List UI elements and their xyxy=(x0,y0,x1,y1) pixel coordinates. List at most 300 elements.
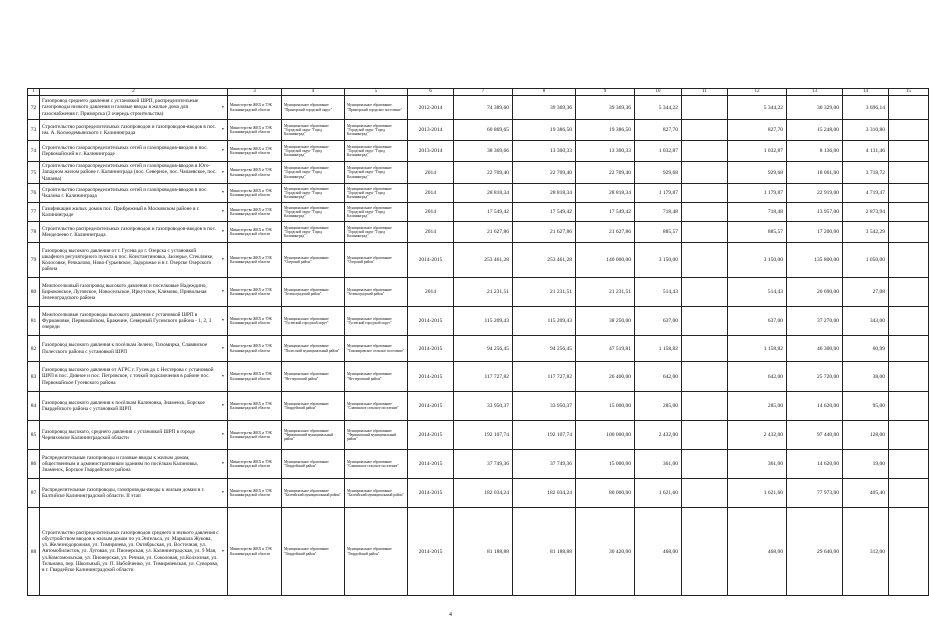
period-cell: 2014-2015 xyxy=(408,392,454,421)
funding-col15-cell xyxy=(889,421,929,450)
column-number-header-row xyxy=(28,89,929,96)
funding-col11-cell xyxy=(682,120,728,141)
settlement-cell: Муниципальное образование "Озерский район" xyxy=(345,243,408,278)
estimated-cost-cell: 94 256,45 xyxy=(454,336,513,362)
ministry-cell: Министерство ЖКХ и ТЭК Калининградской области xyxy=(228,479,282,508)
funding-col12-cell: 637,00 xyxy=(728,307,787,336)
estimated-cost-cell: 17 549,42 xyxy=(454,203,513,222)
federal-budget-cell: 97 440,00 xyxy=(787,421,843,450)
funding-2014-cell: 285,00 xyxy=(635,392,682,421)
table-row xyxy=(28,336,929,362)
regional-budget-cell: 312,00 xyxy=(843,508,889,596)
funding-col12-cell: 285,00 xyxy=(728,392,787,421)
row-number: 72 xyxy=(28,96,40,120)
funding-2014-cell: 1 179,87 xyxy=(635,184,682,203)
table-row xyxy=(28,421,929,450)
municipality-cell: Муниципальное образование "Балтийский муниципальный район" xyxy=(282,479,345,508)
table-row xyxy=(28,479,929,508)
estimated-cost-cell: 253 461,28 xyxy=(454,243,513,278)
funding-total-cell: 100 000,00 xyxy=(576,421,635,450)
municipality-cell: Муниципальное образование "Нестеровский район" xyxy=(282,362,345,392)
municipality-cell: Муниципальное образование "Озерский район" xyxy=(282,243,345,278)
funding-total-cell: 19 386,50 xyxy=(576,120,635,141)
funding-total-cell: 21 231,51 xyxy=(576,278,635,307)
row-number: 87 xyxy=(28,479,40,508)
column-header-12: 12 xyxy=(728,89,787,96)
federal-budget-cell: 8 136,00 xyxy=(787,141,843,162)
remaining-cost-cell: 115 209,43 xyxy=(513,307,576,336)
object-name xyxy=(40,392,228,421)
estimated-cost-cell: 38 369,66 xyxy=(454,141,513,162)
funding-col12-cell: 929,68 xyxy=(728,162,787,184)
row-number: 80 xyxy=(28,278,40,307)
municipality-cell: Муниципальное образование "Зеленоградский район" xyxy=(282,278,345,307)
table-row xyxy=(28,508,929,596)
federal-budget-cell: 20 690,00 xyxy=(787,278,843,307)
funding-col15-cell xyxy=(889,362,929,392)
object-name-text: Газопровод высокого, среднего давления с установкой ШРП в городе Черняховске Калининградской области xyxy=(42,428,195,441)
estimated-cost-cell: 60 869,65 xyxy=(454,120,513,141)
remaining-cost-cell: 39 369,36 xyxy=(513,96,576,120)
period-cell: 2014 xyxy=(408,184,454,203)
settlement-cell: Муниципальное образование "Нестеровский район" xyxy=(345,362,408,392)
bullet-mark: • xyxy=(221,345,224,352)
funding-col11-cell xyxy=(682,307,728,336)
period-cell: 2013-2014 xyxy=(408,120,454,141)
federal-budget-cell: 46 300,00 xyxy=(787,336,843,362)
funding-total-cell: 38 250,00 xyxy=(576,307,635,336)
page-number: 4 xyxy=(449,612,452,618)
municipality-cell: Муниципальное образование "Полесский муниципальный район" xyxy=(282,336,345,362)
object-name xyxy=(40,479,228,508)
funding-total-cell: 140 000,00 xyxy=(576,243,635,278)
row-number: 85 xyxy=(28,421,40,450)
period-cell: 2013-2014 xyxy=(408,141,454,162)
object-name xyxy=(40,203,228,222)
funding-2014-cell: 514,43 xyxy=(635,278,682,307)
column-header-8: 8 xyxy=(513,89,576,96)
regional-budget-cell: 343,00 xyxy=(843,307,889,336)
remaining-cost-cell: 17 549,42 xyxy=(513,203,576,222)
funding-total-cell: 30 420,00 xyxy=(576,508,635,596)
funding-col11-cell xyxy=(682,450,728,479)
regional-budget-cell: 4 719,47 xyxy=(843,184,889,203)
ministry-cell: Министерство ЖКХ и ТЭК Калининградской области xyxy=(228,336,282,362)
municipality-cell: Муниципальное образование "Городской округ "Город Калининград" xyxy=(282,184,345,203)
municipality-cell: Муниципальное образование "Городской округ "Город Калининград" xyxy=(282,203,345,222)
regional-budget-cell: 1 050,00 xyxy=(843,243,889,278)
bullet-mark: • xyxy=(221,432,224,438)
column-header-7: 7 xyxy=(454,89,513,96)
settlement-cell: Муниципальное образование "Городской округ "Город Калининград" xyxy=(345,222,408,243)
federal-budget-cell: 14 620,00 xyxy=(787,392,843,421)
estimated-cost-cell: 81 188,88 xyxy=(454,508,513,596)
funding-col11-cell xyxy=(682,203,728,222)
funding-col15-cell xyxy=(889,450,929,479)
remaining-cost-cell: 19 386,50 xyxy=(513,120,576,141)
period-cell: 2014-2015 xyxy=(408,307,454,336)
funding-col11-cell xyxy=(682,96,728,120)
remaining-cost-cell: 192 107,74 xyxy=(513,421,576,450)
object-name xyxy=(40,421,228,450)
object-name xyxy=(40,162,228,184)
funding-col15-cell xyxy=(889,141,929,162)
funding-total-cell: 13 300,33 xyxy=(576,141,635,162)
funding-col12-cell: 1 621,60 xyxy=(728,479,787,508)
remaining-cost-cell: 21 627,86 xyxy=(513,222,576,243)
funding-col12-cell: 3 150,00 xyxy=(728,243,787,278)
column-header-5: 5 xyxy=(345,89,408,96)
federal-budget-cell: 15 248,00 xyxy=(787,120,843,141)
bullet-mark: • xyxy=(221,169,224,176)
funding-2014-cell: 1 032,87 xyxy=(635,141,682,162)
funding-col12-cell: 514,43 xyxy=(728,278,787,307)
regional-budget-cell: 95,00 xyxy=(843,392,889,421)
funding-col11-cell xyxy=(682,184,728,203)
remaining-cost-cell: 182 034,24 xyxy=(513,479,576,508)
estimated-cost-cell: 192 107,74 xyxy=(454,421,513,450)
row-number: 79 xyxy=(28,243,40,278)
regional-budget-cell: 2 873,94 xyxy=(843,203,889,222)
remaining-cost-cell: 28 818,34 xyxy=(513,184,576,203)
bullet-mark: • xyxy=(221,229,224,235)
funding-col12-cell: 885,57 xyxy=(728,222,787,243)
funding-2014-cell: 718,48 xyxy=(635,203,682,222)
funding-col15-cell xyxy=(889,307,929,336)
estimated-cost-cell: 21 231,51 xyxy=(454,278,513,307)
object-name-text: Межпоселковый газопровод высокого давления и поселковые Надеждино, Бирюковское, Луговское, Новосельское, Иркутское, Климово, Привольная Зеленоградского района xyxy=(42,282,207,302)
bullet-mark: • xyxy=(221,289,224,295)
funding-total-cell: 80 000,00 xyxy=(576,479,635,508)
funding-2014-cell: 2 432,00 xyxy=(635,421,682,450)
object-name-text: Строительство распределительных газопроводов и газопроводов-вводов в пос. Менделеево г. Калининграда xyxy=(42,225,217,238)
object-name xyxy=(40,120,228,141)
funding-col11-cell xyxy=(682,508,728,596)
funding-col12-cell: 468,00 xyxy=(728,508,787,596)
object-name-text: Распределительные газопроводы и газовые вводы к жилым домам, общественным и административным зданиям по посёлкам Калиновка, Знаменск, Борское Гвардейского района xyxy=(42,454,198,474)
funding-col12-cell: 2 432,00 xyxy=(728,421,787,450)
object-name xyxy=(40,508,228,596)
federal-budget-cell: 22 919,00 xyxy=(787,184,843,203)
bullet-mark: • xyxy=(221,127,224,133)
object-name xyxy=(40,184,228,203)
object-name-text: Газопровод среднего давления с установкой ШРП, распределительные газопроводы низкого давления и газовые вводы в жилые дома для газоснабжения г. Приморска (2 очередь строительства) xyxy=(42,98,199,117)
row-number: 76 xyxy=(28,184,40,203)
funding-2014-cell: 3 150,00 xyxy=(635,243,682,278)
funding-col15-cell xyxy=(889,278,929,307)
object-name xyxy=(40,336,228,362)
funding-total-cell: 15 000,00 xyxy=(576,392,635,421)
settlement-cell: Муниципальное образование "Гусевский городской округ" xyxy=(345,307,408,336)
funding-col15-cell xyxy=(889,508,929,596)
settlement-cell: Муниципальное образование "Городской округ "Город Калининград" xyxy=(345,141,408,162)
ministry-cell: Министерство ЖКХ и ТЭК Калининградской области xyxy=(228,278,282,307)
gasification-objects-table xyxy=(27,88,929,596)
column-header-10: 10 xyxy=(635,89,682,96)
bullet-mark: • xyxy=(221,490,224,496)
row-number: 77 xyxy=(28,203,40,222)
ministry-cell: Министерство ЖКХ и ТЭК Калининградской области xyxy=(228,243,282,278)
bullet-mark: • xyxy=(221,209,224,215)
funding-2014-cell: 361,00 xyxy=(635,450,682,479)
ministry-cell: Министерство ЖКХ и ТЭК Калининградской области xyxy=(228,141,282,162)
estimated-cost-cell: 22 709,40 xyxy=(454,162,513,184)
remaining-cost-cell: 21 231,51 xyxy=(513,278,576,307)
period-cell: 2014-2015 xyxy=(408,479,454,508)
bullet-mark: • xyxy=(221,461,224,467)
object-name-text: Газопровод высокого давления от г. Гусева до г. Озерска с установкой шкафного регуляторного пункта в пос. Константиновка, Заозерье, Стеклянке, Колосовке, Речкалово, Ново-Гурьевское, Задорожье и в г. Озерске Озерского района xyxy=(42,247,214,273)
funding-col12-cell: 1 032,87 xyxy=(728,141,787,162)
object-name-text: Строительство распределительных газопроводов и газопроводов-вводов в пос. им. А. Космодемьянского г. Калининграда xyxy=(42,123,217,136)
object-name-text: Строительство газораспределительных сетей и газопроводов-вводов в Юго-Западном жилом районе г. Калининграда (пос. Северное, пос. Чапаевское, пос. Чапаева) xyxy=(42,163,217,182)
row-number: 78 xyxy=(28,222,40,243)
object-name-text: Межпоселковые газопроводы высокого давления с установкой ШРП в Фурмановке, Первомайском, Бракеине, Северный Гусевского района - 1, 2, 3 очереди xyxy=(42,311,212,331)
municipality-cell: Муниципальное образование "Городской округ "Город Калининград" xyxy=(282,141,345,162)
table-row xyxy=(28,162,929,184)
row-number: 86 xyxy=(28,450,40,479)
column-header-9: 9 xyxy=(576,89,635,96)
settlement-cell: Муниципальное образование "Городской округ "Город Калининград" xyxy=(345,120,408,141)
column-header-4: 4 xyxy=(282,89,345,96)
funding-total-cell: 17 549,42 xyxy=(576,203,635,222)
object-name xyxy=(40,450,228,479)
funding-2014-cell: 468,00 xyxy=(635,508,682,596)
federal-budget-cell: 29 640,00 xyxy=(787,508,843,596)
period-cell: 2014 xyxy=(408,203,454,222)
object-name xyxy=(40,243,228,278)
municipality-cell: Муниципальное образование "Черняховский муниципальный район" xyxy=(282,421,345,450)
object-name-text: Строительство газораспределительных сетей и газопроводов-вводов в пос. Первомайский в г. Калининграде xyxy=(42,144,208,157)
funding-col15-cell xyxy=(889,96,929,120)
object-name xyxy=(40,278,228,307)
ministry-cell: Министерство ЖКХ и ТЭК Калининградской области xyxy=(228,421,282,450)
funding-2014-cell: 5 344,22 xyxy=(635,96,682,120)
funding-2014-cell: 642,00 xyxy=(635,362,682,392)
funding-col12-cell: 5 344,22 xyxy=(728,96,787,120)
table-row xyxy=(28,203,929,222)
settlement-cell: Муниципальное образование "Городской округ "Город Калининград" xyxy=(345,203,408,222)
municipality-cell: Муниципальное образование "Городской округ "Город Калининград" xyxy=(282,162,345,184)
object-name-text: Газопровод высокого давления к посёлкам Зелено, Тихомирка, Славянское Полесского района с установкой ШРП xyxy=(42,342,208,355)
estimated-cost-cell: 115 209,43 xyxy=(454,307,513,336)
municipality-cell: Муниципальное образование "Гусевский городской округ" xyxy=(282,307,345,336)
funding-col11-cell xyxy=(682,222,728,243)
funding-col11-cell xyxy=(682,392,728,421)
funding-col11-cell xyxy=(682,336,728,362)
funding-total-cell: 39 369,36 xyxy=(576,96,635,120)
period-cell: 2014 xyxy=(408,278,454,307)
budget-table-sheet xyxy=(27,88,911,596)
municipality-cell: Муниципальное образование "Городской округ "Город Калининград" xyxy=(282,120,345,141)
municipality-cell: Муниципальное образование "Гвардейский район" xyxy=(282,508,345,596)
estimated-cost-cell: 21 627,86 xyxy=(454,222,513,243)
object-name xyxy=(40,96,228,120)
row-number: 82 xyxy=(28,336,40,362)
table-row xyxy=(28,222,929,243)
remaining-cost-cell: 33 950,37 xyxy=(513,392,576,421)
estimated-cost-cell: 28 818,34 xyxy=(454,184,513,203)
funding-total-cell: 15 000,00 xyxy=(576,450,635,479)
remaining-cost-cell: 37 749,36 xyxy=(513,450,576,479)
regional-budget-cell: 38,00 xyxy=(843,362,889,392)
bullet-mark: • xyxy=(221,373,224,380)
table-row xyxy=(28,450,929,479)
object-name xyxy=(40,362,228,392)
ministry-cell: Министерство ЖКХ и ТЭК Калининградской области xyxy=(228,392,282,421)
funding-total-cell: 28 818,34 xyxy=(576,184,635,203)
column-header-3: 3 xyxy=(228,89,282,96)
funding-col15-cell xyxy=(889,222,929,243)
settlement-cell: Муниципальное образование "Городской округ "Город Калининград" xyxy=(345,162,408,184)
settlement-cell: Муниципальное образование "Приморский городское поселение" xyxy=(345,96,408,120)
settlement-cell: Муниципальное образование "Гвардейский район" xyxy=(345,508,408,596)
column-header-14: 14 xyxy=(843,89,889,96)
regional-budget-cell: 3 696,14 xyxy=(843,96,889,120)
period-cell: 2014 xyxy=(408,162,454,184)
object-name xyxy=(40,222,228,243)
estimated-cost-cell: 74 389,60 xyxy=(454,96,513,120)
municipality-cell: Муниципальное образование "Городской округ "Город Калининград" xyxy=(282,222,345,243)
funding-col11-cell xyxy=(682,243,728,278)
funding-col12-cell: 361,00 xyxy=(728,450,787,479)
row-number: 83 xyxy=(28,362,40,392)
regional-budget-cell: 405,40 xyxy=(843,479,889,508)
period-cell: 2014-2015 xyxy=(408,243,454,278)
ministry-cell: Министерство ЖКХ и ТЭК Калининградской области xyxy=(228,96,282,120)
funding-col15-cell xyxy=(889,203,929,222)
regional-budget-cell: 19,00 xyxy=(843,450,889,479)
regional-budget-cell: 60,99 xyxy=(843,336,889,362)
regional-budget-cell: 4 131,46 xyxy=(843,141,889,162)
funding-col12-cell: 718,48 xyxy=(728,203,787,222)
funding-col12-cell: 1 179,87 xyxy=(728,184,787,203)
funding-2014-cell: 885,57 xyxy=(635,222,682,243)
municipality-cell: Муниципальное образование "Приморский городской округ" xyxy=(282,96,345,120)
funding-col11-cell xyxy=(682,479,728,508)
funding-2014-cell: 827,70 xyxy=(635,120,682,141)
bullet-mark: • xyxy=(221,318,224,324)
object-name-text: Газопровод высокого давления от АГРС г. Гусев до г. Нестерова с установкой ШРП в пос. Дивное и пос. Петровское, с точкой подключения в районе пос. Первомайское Гусевского района xyxy=(42,367,214,386)
settlement-cell: Муниципальное образование "Тихомировское сельское поселение" xyxy=(345,336,408,362)
row-number: 73 xyxy=(28,120,40,141)
funding-2014-cell: 1 158,82 xyxy=(635,336,682,362)
column-header-2: 2 xyxy=(40,89,228,96)
regional-budget-cell: 128,00 xyxy=(843,421,889,450)
funding-2014-cell: 1 621,60 xyxy=(635,479,682,508)
ministry-cell: Министерство ЖКХ и ТЭК Калининградской области xyxy=(228,508,282,596)
row-number: 74 xyxy=(28,141,40,162)
regional-budget-cell: 3 718,72 xyxy=(843,162,889,184)
settlement-cell: Муниципальное образование "Славинское сельское поселение" xyxy=(345,392,408,421)
funding-col15-cell xyxy=(889,120,929,141)
object-name-text: Распределительные газопроводы, газопроводы-вводы к жилым домам в г. Балтийске Калининградской области. II этап xyxy=(42,486,205,499)
funding-col12-cell: 1 158,82 xyxy=(728,336,787,362)
ministry-cell: Министерство ЖКХ и ТЭК Калининградской области xyxy=(228,450,282,479)
table-row xyxy=(28,96,929,120)
remaining-cost-cell: 81 188,88 xyxy=(513,508,576,596)
funding-col15-cell xyxy=(889,243,929,278)
municipality-cell: Муниципальное образование "Гвардейский район" xyxy=(282,392,345,421)
federal-budget-cell: 30 329,00 xyxy=(787,96,843,120)
funding-col11-cell xyxy=(682,421,728,450)
column-header-6: 6 xyxy=(408,89,454,96)
row-number: 75 xyxy=(28,162,40,184)
municipality-cell: Муниципальное образование "Гвардейский район" xyxy=(282,450,345,479)
row-number: 84 xyxy=(28,392,40,421)
column-header-13: 13 xyxy=(787,89,843,96)
federal-budget-cell: 37 270,00 xyxy=(787,307,843,336)
table-row xyxy=(28,120,929,141)
period-cell: 2012-2014 xyxy=(408,96,454,120)
estimated-cost-cell: 182 034,24 xyxy=(454,479,513,508)
bullet-mark: • xyxy=(221,257,224,263)
remaining-cost-cell: 22 709,40 xyxy=(513,162,576,184)
bullet-mark: • xyxy=(221,403,224,409)
row-number: 88 xyxy=(28,508,40,596)
federal-budget-cell: 25 720,00 xyxy=(787,362,843,392)
funding-col11-cell xyxy=(682,362,728,392)
funding-col15-cell xyxy=(889,336,929,362)
regional-budget-cell: 3 542,29 xyxy=(843,222,889,243)
table-row xyxy=(28,307,929,336)
row-number: 81 xyxy=(28,307,40,336)
federal-budget-cell: 18 061,00 xyxy=(787,162,843,184)
settlement-cell: Муниципальное образование "Славинское сельское поселение" xyxy=(345,450,408,479)
ministry-cell: Министерство ЖКХ и ТЭК Калининградской области xyxy=(228,162,282,184)
ministry-cell: Министерство ЖКХ и ТЭК Калининградской области xyxy=(228,362,282,392)
federal-budget-cell: 14 620,00 xyxy=(787,450,843,479)
column-header-1: 1 xyxy=(28,89,40,96)
table-row xyxy=(28,278,929,307)
remaining-cost-cell: 13 300,33 xyxy=(513,141,576,162)
funding-col12-cell: 827,70 xyxy=(728,120,787,141)
object-name-text: Газификация жилых домов пос. Прибрежный в Московском районе в г. Калининграде xyxy=(42,205,200,218)
estimated-cost-cell: 117 727,82 xyxy=(454,362,513,392)
funding-col11-cell xyxy=(682,141,728,162)
object-name xyxy=(40,307,228,336)
settlement-cell: Муниципальное образование "Городской округ "Город Калининград" xyxy=(345,184,408,203)
funding-2014-cell: 929,68 xyxy=(635,162,682,184)
funding-total-cell: 26 400,00 xyxy=(576,362,635,392)
table-row xyxy=(28,141,929,162)
funding-col15-cell xyxy=(889,162,929,184)
federal-budget-cell: 135 800,00 xyxy=(787,243,843,278)
funding-col12-cell: 642,00 xyxy=(728,362,787,392)
regional-budget-cell: 27,08 xyxy=(843,278,889,307)
object-name-text: Строительство распределительных газопроводов среднего и низкого давления с обустройством вводов к жилым домам по ул.Энгельса, ул. Маршала Жукова, ул. Железнодорожная, ул. Тимирязева, ул. Октябрьская, ул. Восточная, ул. Автомобилистов, ул. Луговая, ул. Пионерская, ул. Калининградская, ул. 9 Мая, ул.Комсомольская, ул. Пионерская, ул. Речная, ул. Соколовая, ул.Колхозная, ул. Тельмана, пер. Школьный, ул. П. Набойченко, ул. Тимирязевская, ул. Суворова, в г. Гвардейске Калининградской области xyxy=(42,529,219,573)
period-cell: 2014-2015 xyxy=(408,450,454,479)
remaining-cost-cell: 117 727,82 xyxy=(513,362,576,392)
column-header-11: 11 xyxy=(682,89,728,96)
table-row xyxy=(28,184,929,203)
federal-budget-cell: 77 973,00 xyxy=(787,479,843,508)
funding-col11-cell xyxy=(682,162,728,184)
funding-total-cell: 21 627,86 xyxy=(576,222,635,243)
funding-total-cell: 47 519,81 xyxy=(576,336,635,362)
federal-budget-cell: 13 957,00 xyxy=(787,203,843,222)
remaining-cost-cell: 94 256,45 xyxy=(513,336,576,362)
object-name-text: Строительство газораспределительных сетей и газопроводов-вводов в пос. Чкалова г. Калининграда xyxy=(42,186,208,199)
period-cell: 2014-2015 xyxy=(408,421,454,450)
period-cell: 2014 xyxy=(408,222,454,243)
ministry-cell: Министерство ЖКХ и ТЭК Калининградской области xyxy=(228,222,282,243)
ministry-cell: Министерство ЖКХ и ТЭК Калининградской области xyxy=(228,203,282,222)
settlement-cell: Муниципальное образование "Балтийский муниципальный район" xyxy=(345,479,408,508)
funding-col11-cell xyxy=(682,278,728,307)
settlement-cell: Муниципальное образование "Черняховский муниципальный район" xyxy=(345,421,408,450)
settlement-cell: Муниципальное образование "Зеленоградский район" xyxy=(345,278,408,307)
bullet-mark: • xyxy=(221,104,224,111)
